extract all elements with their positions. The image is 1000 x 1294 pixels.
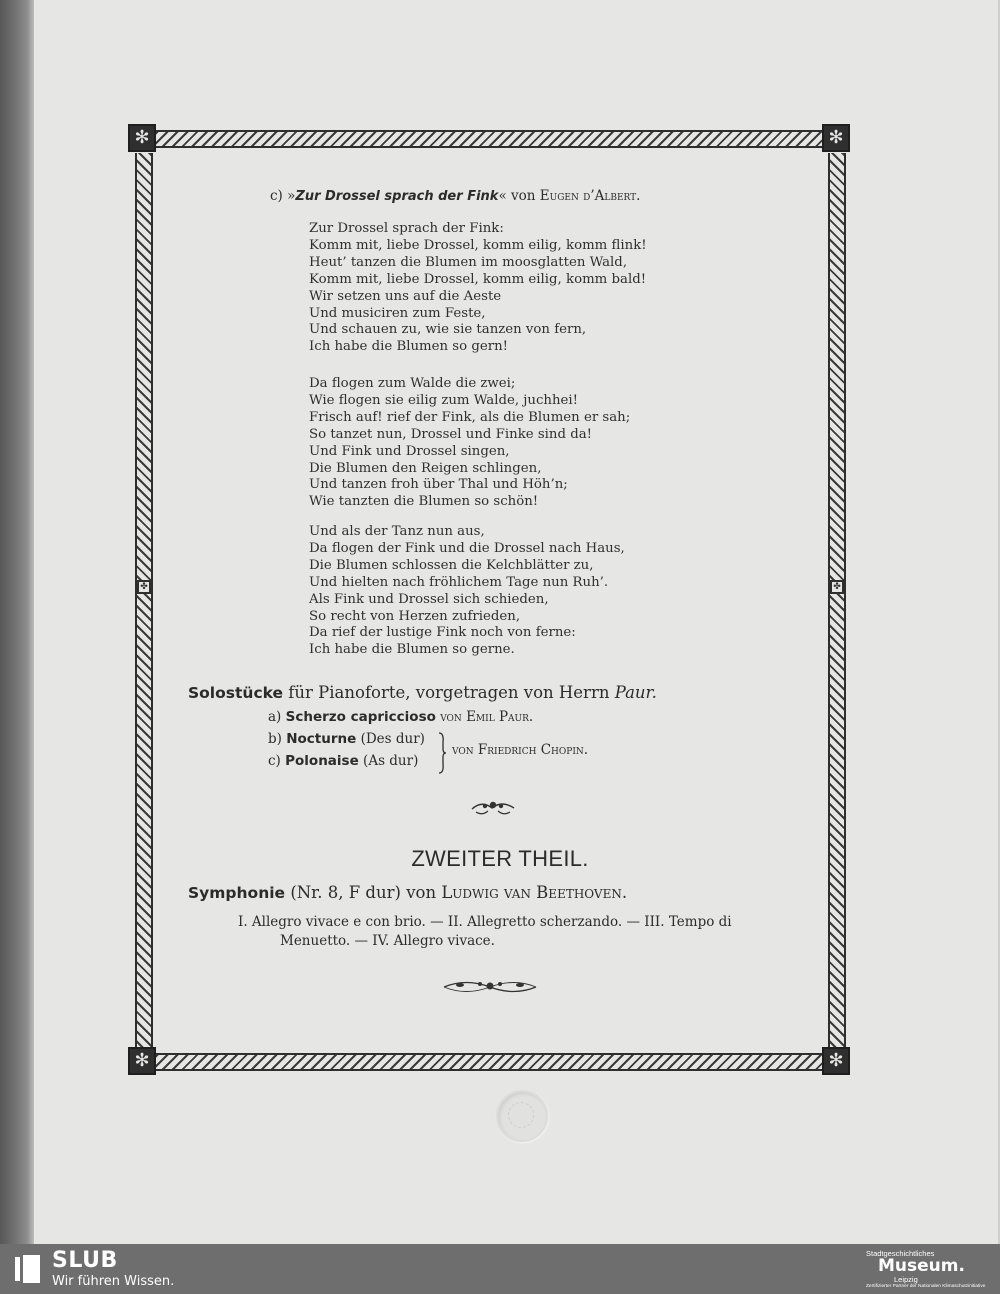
solo-description: für Pianoforte, vorgetragen von Herrn — [288, 683, 610, 702]
frame-corner-bottom-right: ✻ — [822, 1047, 850, 1075]
chopin-credit: von Friedrich Chopin. — [452, 742, 589, 758]
poem-line: Wie flogen sie eilig zum Walde, juchhei! — [309, 392, 579, 408]
frame-left-rail — [135, 153, 153, 1053]
song-composer: Eugen d’Albert. — [539, 188, 641, 204]
piece-title: Scherzo capriccioso — [285, 709, 436, 725]
piece-c — [268, 753, 418, 769]
solo-heading: Solostücke — [188, 684, 284, 702]
museum-note: Zertifizierter Partner der Nationalen Klimaschutzinitiative — [866, 1284, 986, 1289]
poem-line: So tanzet nun, Drossel und Finke sind da! — [309, 426, 593, 442]
piece-title: Nocturne — [286, 731, 357, 747]
poem-line: Heut’ tanzen die Blumen im moosglatten Wald, — [309, 254, 628, 270]
solo-heading-line — [188, 683, 657, 702]
frame-corner-top-right: ✻ — [822, 124, 850, 152]
frame-corner-bottom-left: ✻ — [128, 1047, 156, 1075]
poem-line: Da rief der lustige Fink noch von ferne: — [309, 625, 576, 641]
poem-line: Die Blumen den Reigen schlingen, — [309, 460, 542, 476]
piece-key: (As dur) — [363, 753, 419, 769]
piece-letter: b) — [268, 731, 282, 747]
poem-line: Frisch auf! rief der Fink, als die Blumen er sah; — [309, 409, 631, 425]
museum-city: Leipzig — [894, 1275, 918, 1284]
embossed-seal — [496, 1090, 548, 1142]
poem-line: Und als der Tanz nun aus, — [309, 524, 485, 539]
poem-line: Da flogen zum Walde die zwei; — [309, 376, 516, 391]
poem-stanza-2 — [309, 376, 630, 511]
frame-mid-ornament-right: ✤ — [830, 580, 844, 594]
library-logo-text[interactable]: SLUB — [52, 1248, 118, 1273]
library-claim: Wir führen Wissen. — [52, 1274, 175, 1289]
movements-line-2: Menuetto. — IV. Allegro vivace. — [280, 933, 495, 949]
piece-title: Polonaise — [285, 753, 359, 769]
poem-line: Da flogen der Fink und die Drossel nach Haus, — [309, 540, 625, 556]
poem-stanza-1 — [309, 221, 647, 356]
poem-line: Zur Drossel sprach der Fink: — [309, 221, 504, 236]
frame-bottom-rail — [156, 1053, 824, 1071]
poem-line: Komm mit, liebe Drossel, komm eilig, komm bald! — [309, 271, 647, 287]
frame-right-rail — [828, 153, 846, 1053]
song-prefix: c) » — [270, 188, 296, 204]
symphony-detail: (Nr. 8, F dur) von — [290, 883, 437, 902]
song-heading — [270, 188, 640, 204]
poem-line: Als Fink und Drossel sich schieden, — [309, 591, 549, 607]
museum-logo-text[interactable]: Museum. — [878, 1256, 965, 1276]
poem-line: Wie tanzten die Blumen so schön! — [309, 494, 539, 510]
binding-edge — [0, 0, 34, 1244]
poem-line: Und schauen zu, wie sie tanzen von fern, — [309, 322, 587, 338]
song-von: von — [511, 188, 536, 204]
frame-top-rail — [156, 130, 824, 148]
poem-line: Komm mit, liebe Drossel, komm eilig, komm flink! — [309, 237, 647, 253]
frame-corner-top-left: ✻ — [128, 124, 156, 152]
piece-b — [268, 731, 425, 747]
floral-vine-ornament-icon — [442, 976, 538, 998]
poem-line: Die Blumen schlossen die Kelchblätter zu, — [309, 557, 594, 573]
poem-line: Ich habe die Blumen so gern! — [309, 339, 509, 355]
movements-line-1: I. Allegro vivace e con brio. — II. Allegretto scherzando. — III. Tempo di — [238, 914, 732, 930]
frame-mid-ornament-left: ✤ — [137, 580, 151, 594]
piece-key: (Des dur) — [360, 731, 425, 747]
poem-line: So recht von Herzen zufrieden, — [309, 608, 521, 624]
poem-line: Und hielten nach fröhlichem Tage nun Ruh’. — [309, 574, 609, 590]
floral-ornament-icon — [470, 796, 516, 818]
brace-icon — [436, 731, 448, 775]
solo-performer: Paur. — [614, 683, 657, 702]
poem-line: Und Fink und Drossel singen, — [309, 443, 510, 459]
piece-a — [268, 709, 533, 725]
poem-line: Und musiciren zum Feste, — [309, 305, 486, 321]
part-two-heading: ZWEITER THEIL. — [411, 846, 589, 871]
song-title: Zur Drossel sprach der Fink — [295, 189, 499, 204]
symphony-composer: Ludwig van Beethoven. — [441, 883, 628, 902]
slub-book-icon — [14, 1254, 42, 1284]
poem-line: Wir setzen uns auf die Aeste — [309, 288, 502, 304]
poem-line: Ich habe die Blumen so gerne. — [309, 642, 515, 658]
symphony-line — [188, 883, 627, 902]
poem-stanza-3 — [309, 524, 625, 659]
song-suffix: « — [498, 188, 507, 204]
piece-letter: c) — [268, 753, 281, 769]
piece-letter: a) — [268, 709, 282, 725]
museum-subtitle: Stadtgeschichtliches — [866, 1249, 935, 1258]
symphony-label: Symphonie — [188, 884, 286, 902]
poem-line: Und tanzen froh über Thal und Höh’n; — [309, 477, 568, 493]
piece-composer: von Emil Paur. — [440, 709, 534, 725]
